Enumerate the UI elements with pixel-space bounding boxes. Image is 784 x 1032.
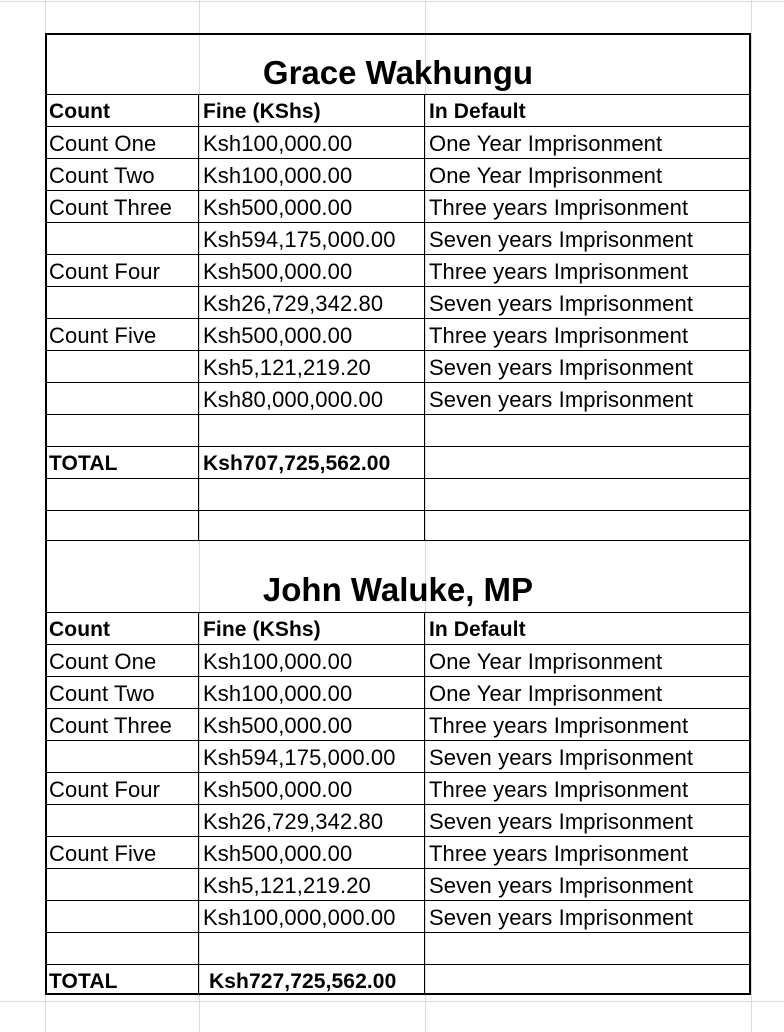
- row-divider: [45, 612, 751, 613]
- row-divider: [45, 964, 751, 965]
- total-value: Ksh707,725,562.00: [203, 452, 391, 475]
- cell-fine: Ksh500,000.00: [203, 195, 353, 220]
- cell-count: [49, 223, 199, 255]
- cell-fine: Ksh500,000.00: [203, 713, 353, 738]
- column-divider: [424, 94, 425, 540]
- row-divider: [45, 350, 751, 351]
- row-divider: [45, 286, 751, 287]
- cell-default: Seven years Imprisonment: [429, 227, 694, 252]
- cell-count: Count Three: [49, 195, 172, 220]
- cell-default: Seven years Imprisonment: [429, 809, 694, 834]
- cell-count: [49, 383, 199, 415]
- row-divider: [45, 708, 751, 709]
- cell-count: Count One: [49, 649, 157, 674]
- column-divider: [198, 94, 199, 540]
- cell-fine: Ksh100,000.00: [203, 649, 353, 674]
- header-fine: Fine (KShs): [203, 618, 321, 641]
- row-divider: [45, 868, 751, 869]
- section-title-grace-wakhungu: Grace Wakhungu: [262, 54, 534, 91]
- header-count: Count: [49, 618, 111, 641]
- row-divider: [45, 414, 751, 415]
- section-title-john-waluke: John Waluke, MP: [262, 571, 534, 608]
- cell-fine: Ksh80,000,000.00: [203, 387, 384, 412]
- cell-fine: Ksh500,000.00: [203, 777, 353, 802]
- cell-fine: Ksh594,175,000.00: [203, 227, 396, 252]
- cell-default: Seven years Imprisonment: [429, 387, 694, 412]
- cell-fine: Ksh100,000.00: [203, 163, 353, 188]
- cell-fine: Ksh100,000.00: [203, 681, 353, 706]
- cell-count: Count Five: [49, 841, 157, 866]
- cell-fine: Ksh500,000.00: [203, 841, 353, 866]
- cell-default: One Year Imprisonment: [429, 131, 663, 156]
- row-divider: [45, 478, 751, 479]
- row-divider: [45, 644, 751, 645]
- cell-count: [49, 741, 199, 773]
- cell-default: Three years Imprisonment: [429, 323, 689, 348]
- cell-default: Three years Imprisonment: [429, 195, 689, 220]
- row-divider: [45, 772, 751, 773]
- header-in-default: In Default: [429, 100, 526, 123]
- table-border: [45, 33, 751, 35]
- table-border: [749, 33, 751, 995]
- cell-count: Count Four: [49, 777, 161, 802]
- cell-fine: Ksh594,175,000.00: [203, 745, 396, 770]
- cell-default: One Year Imprisonment: [429, 649, 663, 674]
- row-divider: [45, 446, 751, 447]
- row-divider: [45, 158, 751, 159]
- total-label: TOTAL: [49, 452, 118, 475]
- cell-default: Three years Imprisonment: [429, 713, 689, 738]
- cell-fine: Ksh5,121,219.20: [203, 355, 371, 380]
- cell-fine: Ksh26,729,342.80: [203, 291, 384, 316]
- header-fine: Fine (KShs): [203, 100, 321, 123]
- row-divider: [45, 932, 751, 933]
- cell-default: One Year Imprisonment: [429, 681, 663, 706]
- row-divider: [45, 254, 751, 255]
- cell-default: Seven years Imprisonment: [429, 291, 694, 316]
- cell-count: Count Four: [49, 259, 161, 284]
- row-divider: [45, 222, 751, 223]
- cell-default: One Year Imprisonment: [429, 163, 663, 188]
- row-divider: [45, 900, 751, 901]
- cell-default: Three years Imprisonment: [429, 777, 689, 802]
- cell-fine: Ksh100,000,000.00: [203, 905, 396, 930]
- cell-fine: Ksh500,000.00: [203, 259, 353, 284]
- row-divider: [45, 318, 751, 319]
- cell-fine: Ksh5,121,219.20: [203, 873, 371, 898]
- total-value: Ksh727,725,562.00: [209, 970, 397, 993]
- cell-default: Seven years Imprisonment: [429, 745, 694, 770]
- table-border: [45, 33, 47, 995]
- row-divider: [45, 804, 751, 805]
- cell-count: [49, 351, 199, 383]
- cell-count: [49, 805, 199, 837]
- sheet-gridline: [751, 0, 752, 1032]
- cell-count: Count One: [49, 131, 157, 156]
- cell-fine: Ksh100,000.00: [203, 131, 353, 156]
- row-divider: [45, 126, 751, 127]
- cell-count: Count Three: [49, 713, 172, 738]
- row-divider: [45, 190, 751, 191]
- row-divider: [45, 676, 751, 677]
- cell-count: [49, 901, 199, 933]
- row-divider: [45, 94, 751, 95]
- cell-count: [49, 287, 199, 319]
- header-in-default: In Default: [429, 618, 526, 641]
- total-label: TOTAL: [49, 970, 118, 993]
- cell-default: Seven years Imprisonment: [429, 355, 694, 380]
- cell-fine: Ksh26,729,342.80: [203, 809, 384, 834]
- row-divider: [45, 836, 751, 837]
- cell-count: Count Five: [49, 323, 157, 348]
- cell-count: Count Two: [49, 681, 155, 706]
- cell-default: Seven years Imprisonment: [429, 905, 694, 930]
- cell-count: Count Two: [49, 163, 155, 188]
- sheet-gridline: [0, 1, 784, 2]
- row-divider: [45, 510, 751, 511]
- cell-default: Three years Imprisonment: [429, 841, 689, 866]
- table-border: [45, 993, 751, 995]
- fines-table: [45, 33, 751, 995]
- cell-fine: Ksh500,000.00: [203, 323, 353, 348]
- row-divider: [45, 740, 751, 741]
- sheet-gridline: [0, 1001, 784, 1002]
- row-divider: [45, 540, 751, 541]
- header-count: Count: [49, 100, 111, 123]
- cell-default: Seven years Imprisonment: [429, 873, 694, 898]
- cell-default: Three years Imprisonment: [429, 259, 689, 284]
- row-divider: [45, 382, 751, 383]
- cell-count: [49, 869, 199, 901]
